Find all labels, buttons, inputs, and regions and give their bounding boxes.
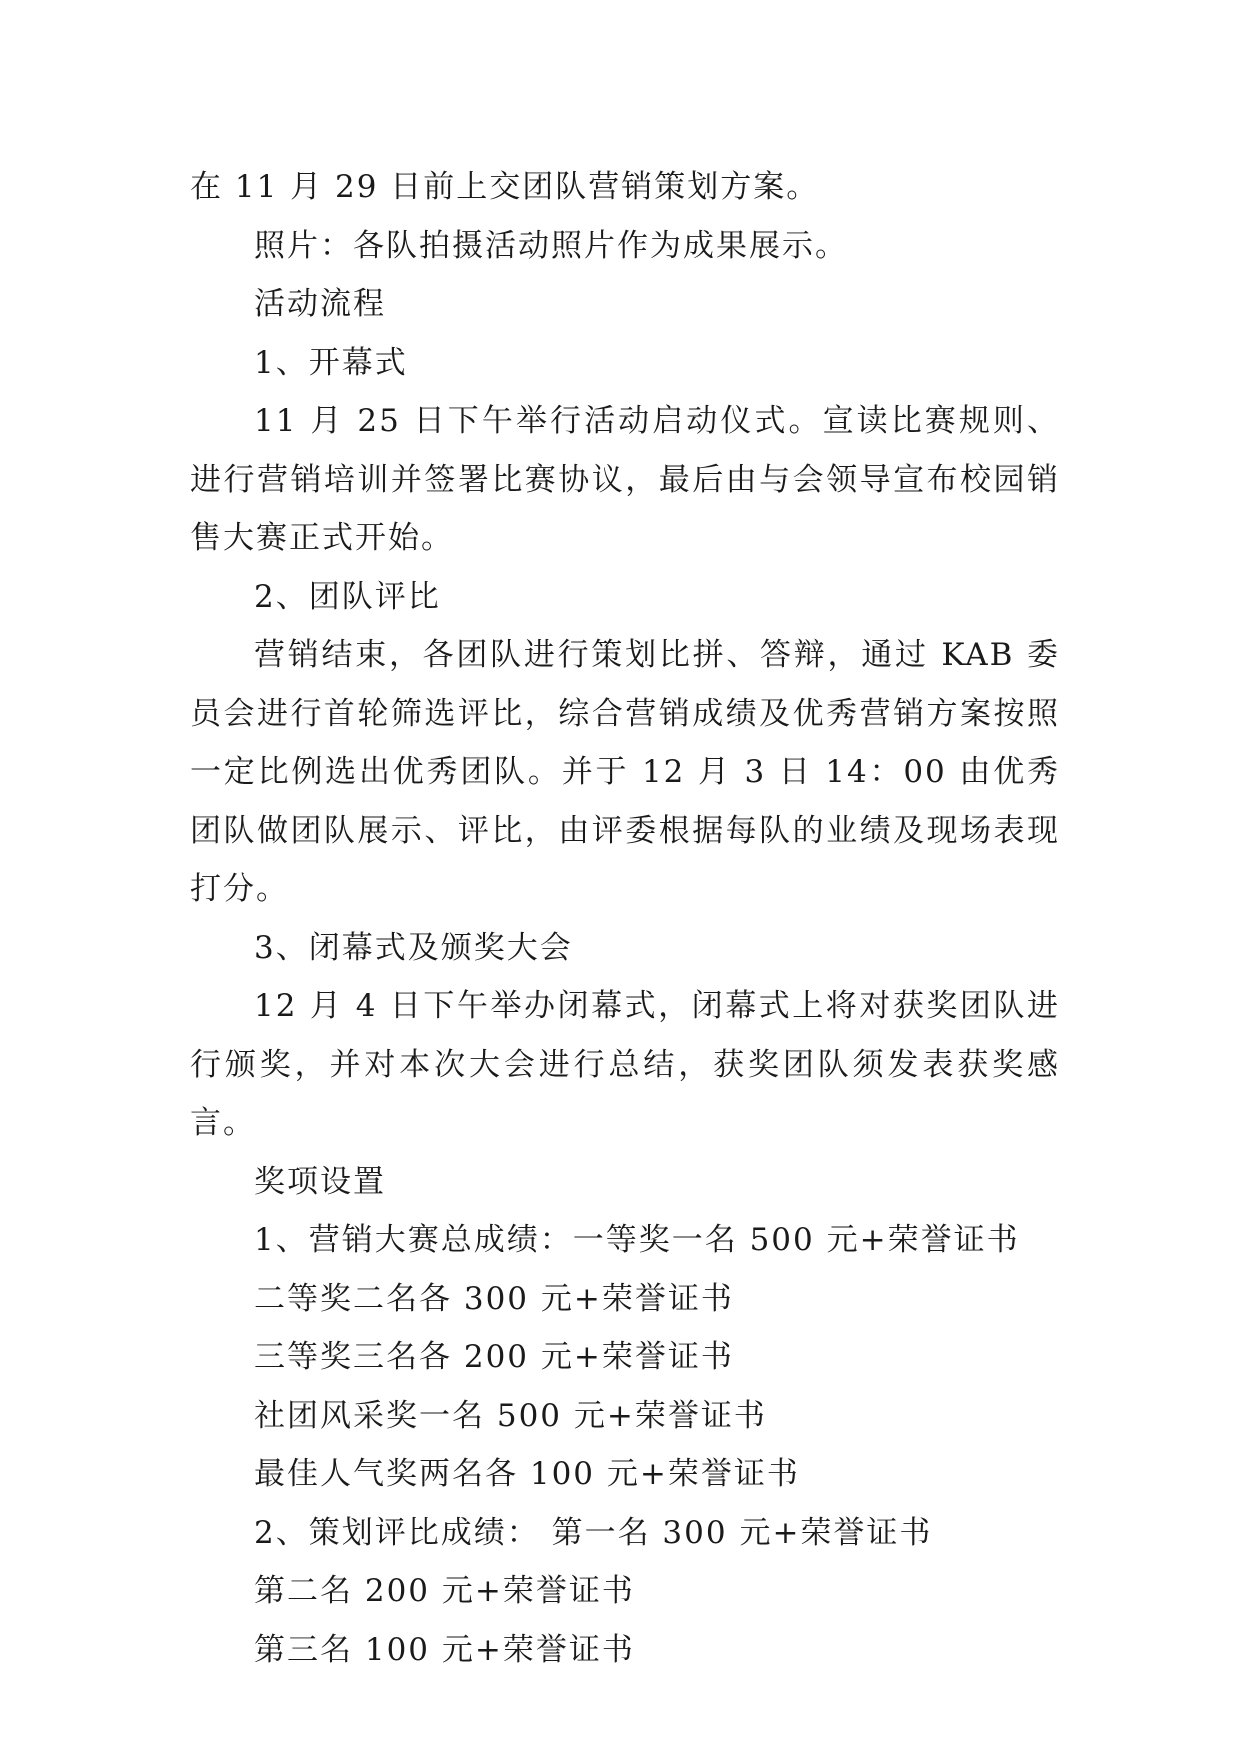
award-line-planning-first: 2、策划评比成绩： 第一名 300 元+荣誉证书 (254, 1514, 933, 1551)
heading-opening-ceremony: 1、开幕式 (254, 344, 408, 381)
heading-activity-process: 活动流程 (254, 286, 386, 322)
award-line-planning-second: 第二名 200 元+荣誉证书 (254, 1573, 635, 1609)
paragraph-photos: 照片：各队拍摄活动照片作为成果展示。 (254, 227, 848, 264)
document-body (190, 158, 1060, 1679)
award-line-second-prize: 二等奖二名各 300 元+荣誉证书 (254, 1280, 734, 1317)
award-line-planning-third: 第三名 100 元+荣誉证书 (254, 1631, 635, 1668)
heading-closing-ceremony: 3、闭幕式及颁奖大会 (254, 929, 573, 966)
award-line-first-prize: 1、营销大赛总成绩：一等奖一名 500 元+荣誉证书 (254, 1222, 1020, 1258)
paragraph-opening-ceremony: 11 月 25 日下午举行活动启动仪式。宣读比赛规则、进行营销培训并签署比赛协议，最后由与会领导宣布校园销售大赛正式开始。 (190, 403, 1060, 556)
heading-awards: 奖项设置 (254, 1163, 386, 1200)
award-line-club-style: 社团风采奖一名 500 元+荣誉证书 (254, 1397, 767, 1434)
heading-team-evaluation: 2、团队评比 (254, 578, 441, 615)
award-line-popularity: 最佳人气奖两名各 100 元+荣誉证书 (254, 1456, 800, 1492)
paragraph-team-evaluation: 营销结束，各团队进行策划比拼、答辩，通过 KAB 委员会进行首轮筛选评比，综合营销成绩及优秀营销方案按照一定比例选出优秀团队。并于 12 月 3 日 14：00 由优秀团队做团队展示、评比，由评委根据每队的业绩及现场表现打分。 (190, 637, 1060, 907)
paragraph-submission-deadline: 在 11 月 29 日前上交团队营销策划方案。 (190, 169, 820, 205)
award-line-third-prize: 三等奖三名各 200 元+荣誉证书 (254, 1339, 734, 1375)
paragraph-closing-ceremony: 12 月 4 日下午举办闭幕式，闭幕式上将对获奖团队进行颁奖，并对本次大会进行总结，获奖团队须发表获奖感言。 (190, 988, 1060, 1141)
